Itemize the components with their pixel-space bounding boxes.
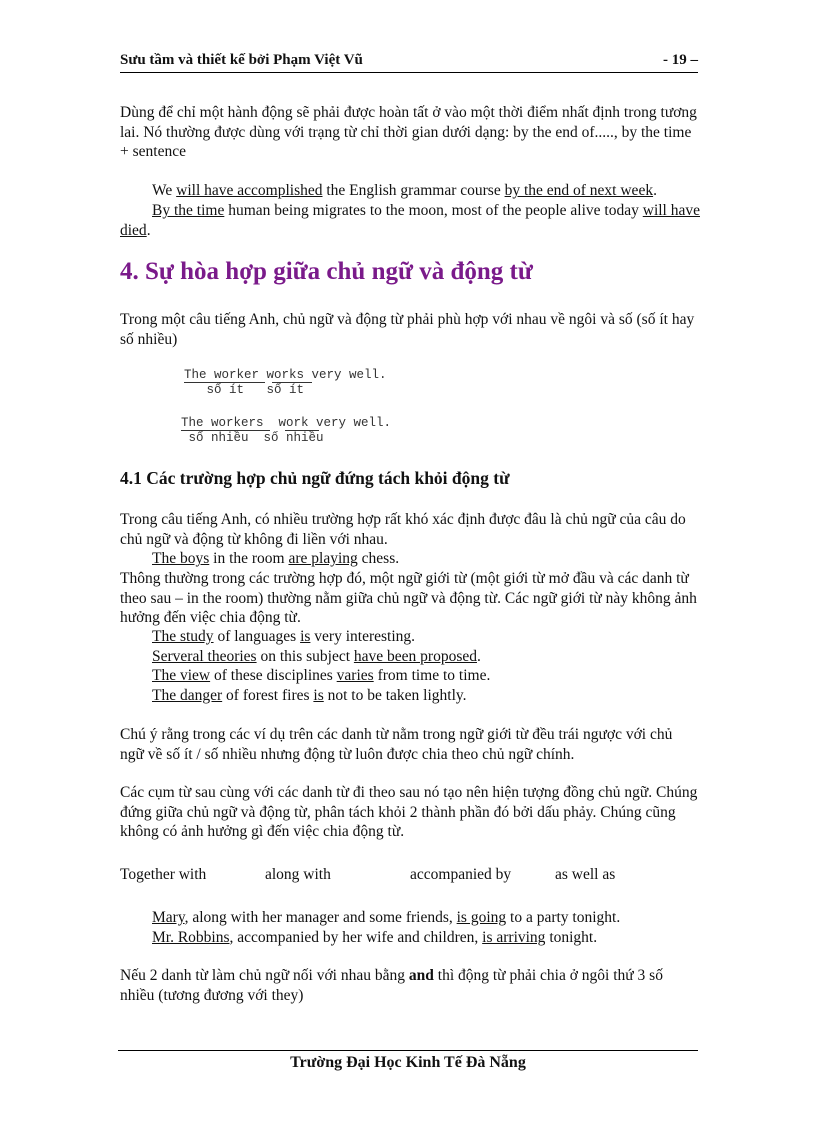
code-line-3: The workers work very well. bbox=[181, 416, 392, 430]
section-4-1-paragraph-2: Thông thường trong các trường hợp đó, một ngữ giới từ (một giới từ mở đầu và các danh từ theo sau – in the room) thường nằm giữa chủ ngữ và động từ. Các ngữ giới từ này không ảnh hưởng đến việc chia động từ. bbox=[120, 570, 697, 626]
intro-paragraph: Dùng để chỉ một hành động sẽ phải được hoàn tất ở vào một thời điểm nhất định trong tương lai. Nó thường được dùng với trạng từ chỉ thời gian dưới dạng: by the end of....., by the time + sentence bbox=[120, 104, 697, 160]
example-mary: Mary, along with her manager and some friends, is going to a party tonight. bbox=[152, 909, 621, 926]
section-4-intro: Trong một câu tiếng Anh, chủ ngữ và động từ phải phù hợp với nhau về ngôi và số (số ít hay số nhiều) bbox=[120, 311, 695, 348]
code-line-2: số ít số ít bbox=[184, 383, 305, 397]
page-footer: Trường Đại Học Kinh Tế Đà Nẵng bbox=[290, 1054, 526, 1071]
section-4-1-paragraph-1: Trong câu tiếng Anh, có nhiều trường hợp rất khó xác định được đâu là chủ ngữ của câu do chủ ngữ và động từ không đi liền với nhau. bbox=[120, 511, 686, 548]
example-danger: The danger of forest fires is not to be taken lightly. bbox=[152, 687, 467, 704]
example-boys: The boys in the room are playing chess. bbox=[152, 550, 400, 567]
code-subject-plural: The workers bbox=[181, 416, 264, 430]
page-number: - 19 – bbox=[663, 52, 698, 68]
example-robbins: Mr. Robbins, accompanied by her wife and children, is arriving tonight. bbox=[152, 929, 598, 946]
section-4-1-heading: 4.1 Các trường hợp chủ ngữ đứng tách khỏi động từ bbox=[120, 468, 510, 488]
section-4-1-paragraph-4: Các cụm từ sau cùng với các danh từ đi theo sau nó tạo nên hiện tượng đồng chủ ngữ. Chúng đứng giữa chủ ngữ và động từ, phân tách khỏi 2 thành phần đó bởi dấu phảy. Chúng cũng không có ảnh hưởng gì đến việc chia động từ. bbox=[120, 784, 698, 840]
page-header bbox=[120, 50, 698, 73]
conjunction-together-with: Together with bbox=[120, 866, 207, 883]
example-accomplished: We will have accomplished the English grammar course by the end of next week. bbox=[152, 182, 657, 199]
footer-divider bbox=[118, 1050, 698, 1051]
example-by-the-time: By the time human being migrates to the moon, most of the people alive today will have died. bbox=[120, 202, 700, 239]
code-line-4: số nhiều số nhiều bbox=[181, 431, 324, 445]
example-study: The study of languages is very interesting. bbox=[152, 628, 416, 645]
example-theories: Serveral theories on this subject have been proposed. bbox=[152, 648, 481, 665]
code-line-1: The worker works very well. bbox=[184, 368, 387, 382]
code-subject-singular: The worker bbox=[184, 368, 260, 382]
section-4-1-paragraph-5: Nếu 2 danh từ làm chủ ngữ nối với nhau bằng and thì động từ phải chia ở ngôi thứ 3 số nhiều (tương đương với they) bbox=[120, 967, 663, 1004]
conjunction-along-with: along with bbox=[265, 866, 331, 883]
conjunction-as-well-as: as well as bbox=[555, 866, 616, 883]
section-4-heading: 4. Sự hòa hợp giữa chủ ngữ và động từ bbox=[120, 258, 533, 285]
code-verb-singular: works bbox=[266, 368, 305, 382]
conjunction-accompanied-by: accompanied by bbox=[410, 866, 512, 883]
example-view: The view of these disciplines varies from time to time. bbox=[152, 667, 491, 684]
section-4-1-paragraph-3: Chú ý rằng trong các ví dụ trên các danh từ nằm trong ngữ giới từ đều trái ngược với chủ ngữ về số ít / số nhiều nhưng động từ luôn được chia theo chủ ngữ chính. bbox=[120, 726, 673, 763]
code-verb-plural: work bbox=[278, 416, 309, 430]
header-author: Sưu tầm và thiết kế bởi Phạm Việt Vũ bbox=[120, 52, 363, 68]
